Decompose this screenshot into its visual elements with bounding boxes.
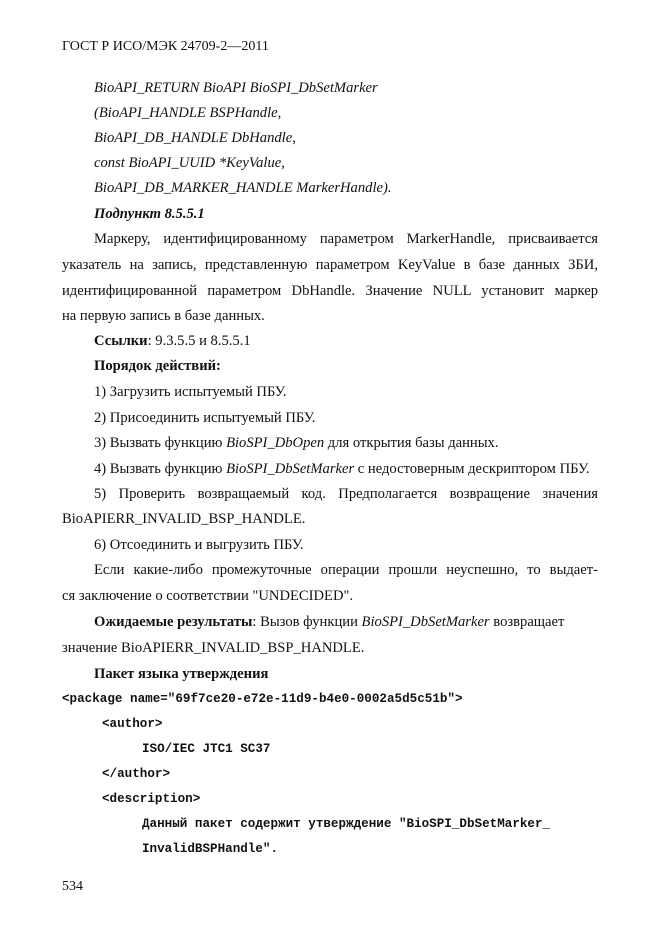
subclause-title: Подпункт 8.5.5.1 bbox=[94, 206, 205, 222]
code-line-6: Данный пакет содержит утверждение "BioSPI_DbSetMarker_ bbox=[142, 817, 551, 831]
procedure-step-2: 2) Присоединить испытуемый ПБУ. bbox=[94, 410, 316, 426]
signature-line-3: BioAPI_DB_HANDLE DbHandle, bbox=[94, 130, 296, 146]
description-line-4: на первую запись в базе данных. bbox=[62, 308, 265, 324]
signature-line-5: BioAPI_DB_MARKER_HANDLE MarkerHandle). bbox=[94, 180, 392, 196]
expected-results bbox=[94, 613, 564, 631]
page-number: 534 bbox=[62, 879, 83, 894]
description-line-2: указатель на запись, представленную параметром KeyValue в базе данных ЗБИ, bbox=[62, 257, 598, 273]
procedure-step-4 bbox=[94, 460, 590, 478]
procedure-step-5-line-1: 5) Проверить возвращаемый код. Предполагается возвращение значения bbox=[94, 486, 598, 502]
page-header: ГОСТ Р ИСО/МЭК 24709-2—2011 bbox=[62, 39, 269, 54]
step-3-text-end: для открытия базы данных. bbox=[324, 435, 499, 451]
procedure-step-6: 6) Отсоединить и выгрузить ПБУ. bbox=[94, 537, 304, 553]
procedure-note-line-1: Если какие-либо промежуточные операции прошли неуспешно, то выдает- bbox=[94, 562, 598, 578]
references-text: : 9.3.5.5 и 8.5.5.1 bbox=[147, 333, 251, 349]
signature-line-2: (BioAPI_HANDLE BSPHandle, bbox=[94, 105, 282, 121]
code-line-5: <description> bbox=[102, 792, 201, 806]
expected-text-end: возвращает bbox=[489, 614, 565, 630]
procedure-step-1: 1) Загрузить испытуемый ПБУ. bbox=[94, 384, 287, 400]
step-4-text-end: с недостоверным дескриптором ПБУ. bbox=[354, 461, 590, 477]
signature-line-4: const BioAPI_UUID *KeyValue, bbox=[94, 155, 285, 171]
code-line-7: InvalidBSPHandle". bbox=[142, 842, 279, 856]
signature-line-1: BioAPI_RETURN BioAPI BioSPI_DbSetMarker bbox=[94, 80, 378, 96]
code-line-2: <author> bbox=[102, 717, 163, 731]
code-line-3: ISO/IEC JTC1 SC37 bbox=[142, 742, 271, 756]
expected-results-line-2: значение BioAPIERR_INVALID_BSP_HANDLE. bbox=[62, 640, 365, 656]
step-4-function: BioSPI_DbSetMarker bbox=[226, 461, 355, 477]
step-4-text: 4) Вызвать функцию bbox=[94, 461, 227, 477]
references-label: Ссылки bbox=[94, 333, 148, 349]
expected-function: BioSPI_DbSetMarker bbox=[361, 614, 490, 630]
step-3-text: 3) Вызвать функцию bbox=[94, 435, 227, 451]
expected-text: : Вызов функции bbox=[252, 614, 362, 630]
description-line-1: Маркеру, идентифицированному параметром MarkerHandle, присваивается bbox=[94, 231, 598, 247]
procedure-step-3 bbox=[94, 434, 499, 452]
procedure-title: Порядок действий: bbox=[94, 358, 221, 374]
procedure-step-5-line-2: BioAPIERR_INVALID_BSP_HANDLE. bbox=[62, 511, 306, 527]
description-line-3: идентифицированной параметром DbHandle. Значение NULL установит маркер bbox=[62, 283, 598, 299]
code-line-1: <package name="69f7ce20-e72e-11d9-b4e0-0002a5d5c51b"> bbox=[62, 692, 463, 706]
procedure-note-line-2: ся заключение о соответствии "UNDECIDED". bbox=[62, 588, 354, 604]
assertion-title: Пакет языка утверждения bbox=[94, 666, 269, 682]
step-3-function: BioSPI_DbOpen bbox=[226, 435, 325, 451]
code-line-4: </author> bbox=[102, 767, 171, 781]
expected-label: Ожидаемые результаты bbox=[94, 614, 253, 630]
references bbox=[94, 332, 251, 350]
